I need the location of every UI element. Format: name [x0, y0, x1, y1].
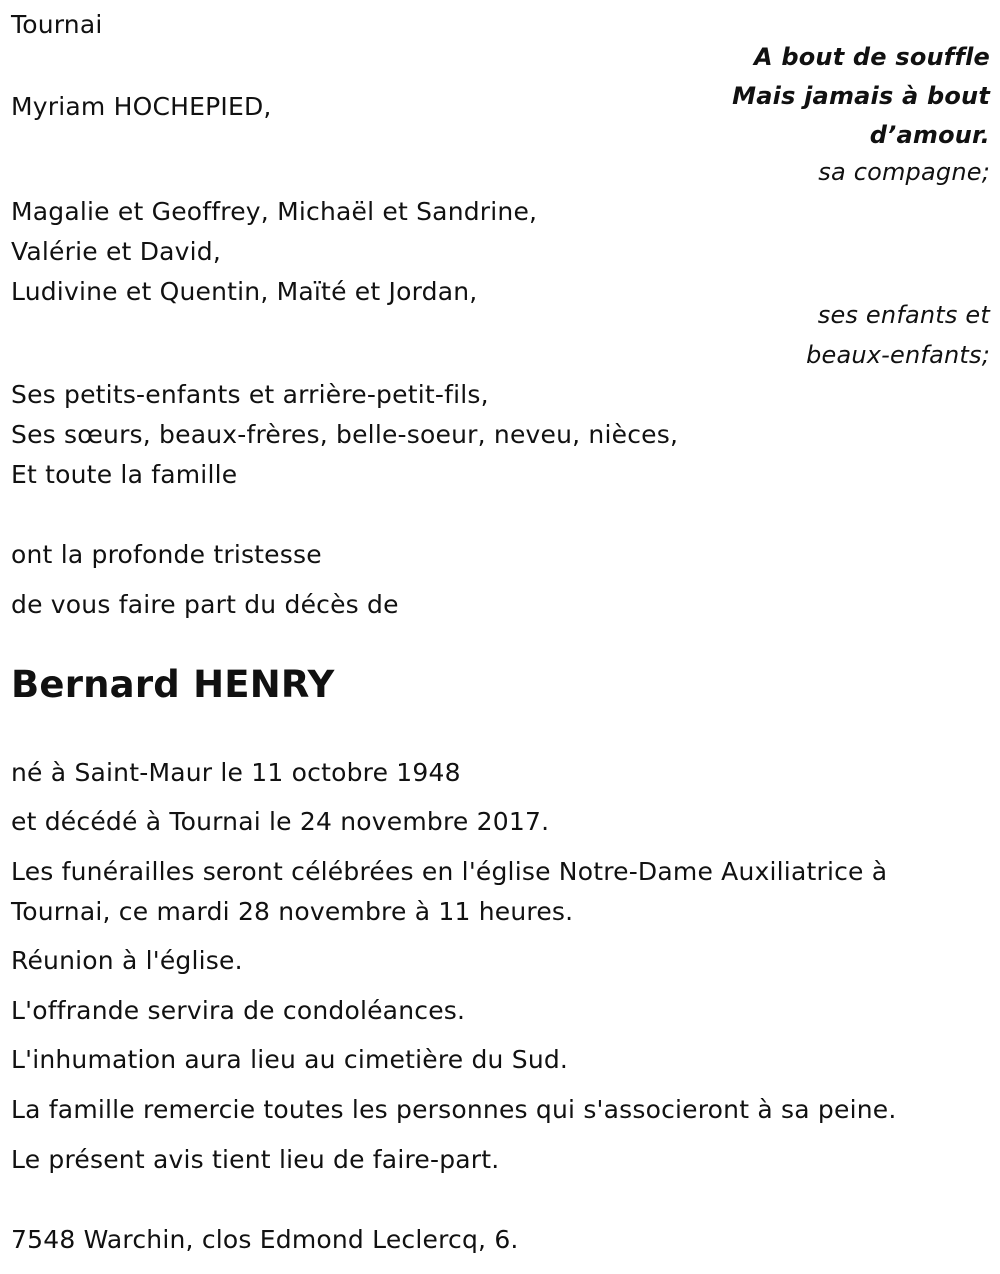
death-line: et décédé à Tournai le 24 novembre 2017. — [11, 807, 550, 836]
deceased-name: Bernard HENRY — [11, 663, 335, 706]
children-role-line-2: beaux-enfants; — [806, 341, 990, 369]
quote-line-2: Mais jamais à bout — [732, 82, 990, 110]
quote-line-3: d’amour. — [869, 121, 990, 149]
family-line-1: Ses petits-enfants et arrière-petit-fils, — [11, 380, 489, 409]
quote-line-1: A bout de souffle — [754, 43, 990, 71]
children-line-1: Magalie et Geoffrey, Michaël et Sandrine, — [11, 197, 538, 226]
notice-line: Le présent avis tient lieu de faire-part. — [11, 1145, 500, 1174]
funeral-line-1: Les funérailles seront célébrées en l'église Notre-Dame Auxiliatrice à — [11, 857, 888, 886]
companion-name: Myriam HOCHEPIED, — [11, 92, 272, 121]
announcement-line-1: ont la profonde tristesse — [11, 540, 322, 569]
city-heading: Tournai — [11, 10, 103, 39]
address-line: 7548 Warchin, clos Edmond Leclercq, 6. — [11, 1225, 519, 1254]
announcement-line-2: de vous faire part du décès de — [11, 590, 399, 619]
funeral-line-2: Tournai, ce mardi 28 novembre à 11 heures. — [11, 897, 574, 926]
burial-line: L'inhumation aura lieu au cimetière du Sud. — [11, 1045, 569, 1074]
children-line-3: Ludivine et Quentin, Maïté et Jordan, — [11, 277, 478, 306]
family-line-3: Et toute la famille — [11, 460, 238, 489]
meeting-line: Réunion à l'église. — [11, 946, 243, 975]
thanks-line: La famille remercie toutes les personnes qui s'associeront à sa peine. — [11, 1095, 897, 1124]
birth-line: né à Saint-Maur le 11 octobre 1948 — [11, 758, 461, 787]
children-line-2: Valérie et David, — [11, 237, 222, 266]
family-line-2: Ses sœurs, beaux-frères, belle-soeur, neveu, nièces, — [11, 420, 679, 449]
offering-line: L'offrande servira de condoléances. — [11, 996, 466, 1025]
children-role-line-1: ses enfants et — [817, 301, 990, 329]
companion-role: sa compagne; — [818, 158, 990, 186]
